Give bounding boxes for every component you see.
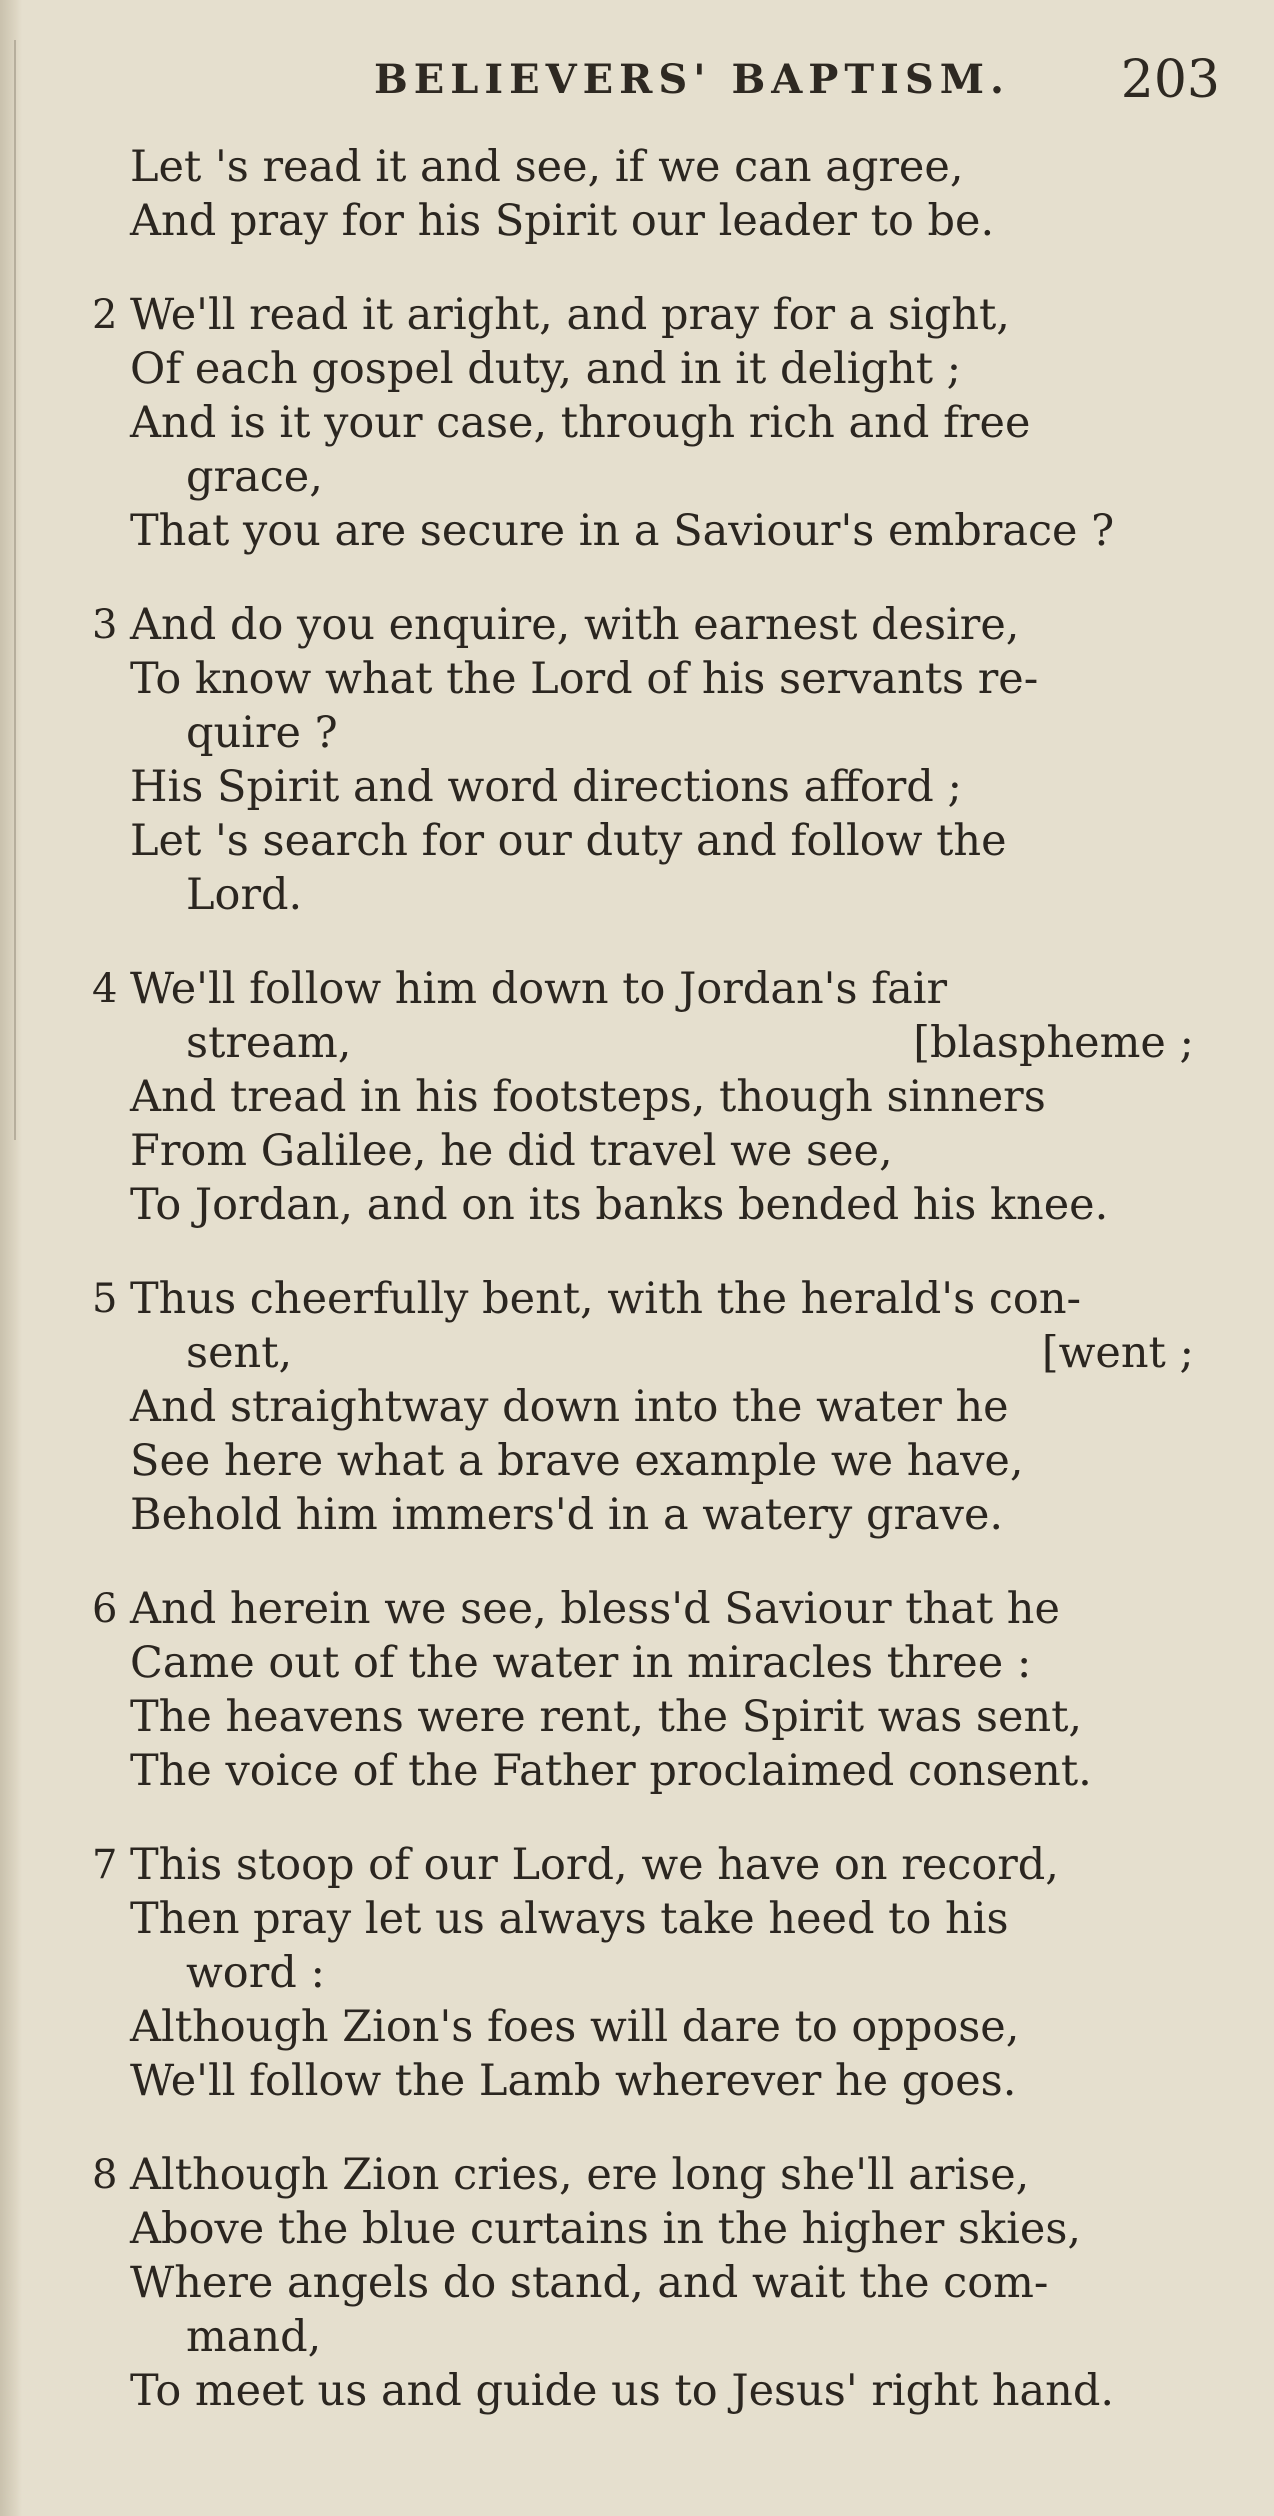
verse-line-text: The heavens were rent, the Spirit was sent,: [130, 1692, 1083, 1742]
verse-line: [0, 598, 1274, 652]
verse-line-text: We'll follow him down to Jordan's fair: [130, 964, 948, 1014]
page-header: [360, 50, 1220, 126]
verse-line: [0, 1946, 1274, 2000]
verse-line-text: Where angels do stand, and wait the com-: [130, 2258, 1049, 2308]
stanza-number: 5: [92, 1276, 118, 1322]
stanza: [0, 598, 1274, 922]
verse-line-text: We'll follow the Lamb wherever he goes.: [130, 2056, 1017, 2106]
stanza-number: 3: [92, 602, 118, 648]
running-title: BELIEVERS' BAPTISM.: [374, 56, 1010, 103]
verse-line-text: Although Zion cries, ere long she'll arise,: [130, 2150, 1030, 2200]
verse-line: [0, 1124, 1274, 1178]
stanza: [0, 140, 1274, 248]
verse-line-text: We'll read it aright, and pray for a sight,: [130, 290, 1010, 340]
verse-line-text: word :: [186, 1948, 325, 1998]
verse-line-text: Lord.: [186, 870, 303, 920]
verse-line: [0, 814, 1274, 868]
verse-line: [0, 1892, 1274, 1946]
verse-line-text: sent,: [186, 1328, 293, 1378]
verse-line-text: To know what the Lord of his servants re-: [130, 654, 1039, 704]
verse-line-text: From Galilee, he did travel we see,: [130, 1126, 893, 1176]
verse-line: [0, 760, 1274, 814]
verse-line: [0, 2054, 1274, 2108]
verse-line-text: The voice of the Father proclaimed consent.: [130, 1746, 1092, 1796]
verse-line-text: And is it your case, through rich and free: [130, 398, 1031, 448]
verse-line: [0, 1690, 1274, 1744]
verse-line: [0, 450, 1274, 504]
verse-line: [0, 1178, 1274, 1232]
verse-line: [0, 1636, 1274, 1690]
verse-line: [0, 288, 1274, 342]
verse-line-turnover: [went ;: [1041, 1328, 1194, 1378]
hymn-text: [0, 140, 1274, 2458]
verse-line-text: To meet us and guide us to Jesus' right hand.: [130, 2366, 1115, 2416]
stanza-number: 8: [92, 2152, 118, 2198]
stanza-number: 4: [92, 966, 118, 1012]
verse-line-text: To Jordan, and on its banks bended his knee.: [130, 1180, 1109, 1230]
verse-line: [0, 652, 1274, 706]
verse-line: [0, 342, 1274, 396]
verse-line: [0, 1582, 1274, 1636]
verse-line: [0, 2000, 1274, 2054]
stanza: [0, 2148, 1274, 2418]
verse-line: [0, 1488, 1274, 1542]
verse-line: [0, 1838, 1274, 1892]
verse-line: [0, 140, 1274, 194]
verse-line-text: Thus cheerfully bent, with the herald's con-: [130, 1274, 1082, 1324]
verse-line-text: Then pray let us always take heed to his: [130, 1894, 1009, 1944]
verse-line-text: stream,: [186, 1018, 352, 1068]
verse-line: [0, 1380, 1274, 1434]
verse-line-text: grace,: [186, 452, 323, 502]
stanza: [0, 962, 1274, 1232]
verse-line-text: And herein we see, bless'd Saviour that he: [130, 1584, 1060, 1634]
verse-line: [0, 2310, 1274, 2364]
verse-line-text: Let 's read it and see, if we can agree,: [130, 142, 964, 192]
verse-line: [0, 1434, 1274, 1488]
stanza: [0, 1272, 1274, 1542]
verse-line-text: Came out of the water in miracles three :: [130, 1638, 1032, 1688]
verse-line: [0, 396, 1274, 450]
verse-line: [0, 962, 1274, 1016]
verse-line: [0, 1326, 1274, 1380]
verse-line-text: And straightway down into the water he: [130, 1382, 1009, 1432]
verse-line: [0, 504, 1274, 558]
stanza-number: 6: [92, 1586, 118, 1632]
verse-line-text: And tread in his footsteps, though sinners: [130, 1072, 1046, 1122]
verse-line: [0, 2364, 1274, 2418]
verse-line: [0, 1070, 1274, 1124]
verse-line: [0, 868, 1274, 922]
verse-line: [0, 2148, 1274, 2202]
verse-line-text: That you are secure in a Saviour's embrace ?: [130, 506, 1115, 556]
verse-line-text: Behold him immers'd in a watery grave.: [130, 1490, 1004, 1540]
stanza-number: 7: [92, 1842, 118, 1888]
verse-line-text: This stoop of our Lord, we have on record,: [130, 1840, 1059, 1890]
verse-line-text: Of each gospel duty, and in it delight ;: [130, 344, 962, 394]
stanza: [0, 1582, 1274, 1798]
verse-line-turnover: [blaspheme ;: [913, 1018, 1194, 1068]
verse-line-text: Above the blue curtains in the higher skies,: [130, 2204, 1082, 2254]
page-number: 203: [1120, 50, 1220, 110]
verse-line: [0, 1744, 1274, 1798]
verse-line: [0, 194, 1274, 248]
stanza-number: 2: [92, 292, 118, 338]
verse-line: [0, 2202, 1274, 2256]
stanza: [0, 1838, 1274, 2108]
verse-line: [0, 2256, 1274, 2310]
verse-line-text: Although Zion's foes will dare to oppose,: [130, 2002, 1020, 2052]
verse-line-text: His Spirit and word directions afford ;: [130, 762, 962, 812]
verse-line-text: And pray for his Spirit our leader to be.: [130, 196, 995, 246]
verse-line: [0, 1272, 1274, 1326]
verse-line-text: quire ?: [186, 708, 338, 758]
stanza: [0, 288, 1274, 558]
verse-line-text: And do you enquire, with earnest desire,: [130, 600, 1020, 650]
verse-line-text: mand,: [186, 2312, 322, 2362]
verse-line-text: Let 's search for our duty and follow the: [130, 816, 1007, 866]
verse-line-text: See here what a brave example we have,: [130, 1436, 1024, 1486]
verse-line: [0, 1016, 1274, 1070]
verse-line: [0, 706, 1274, 760]
